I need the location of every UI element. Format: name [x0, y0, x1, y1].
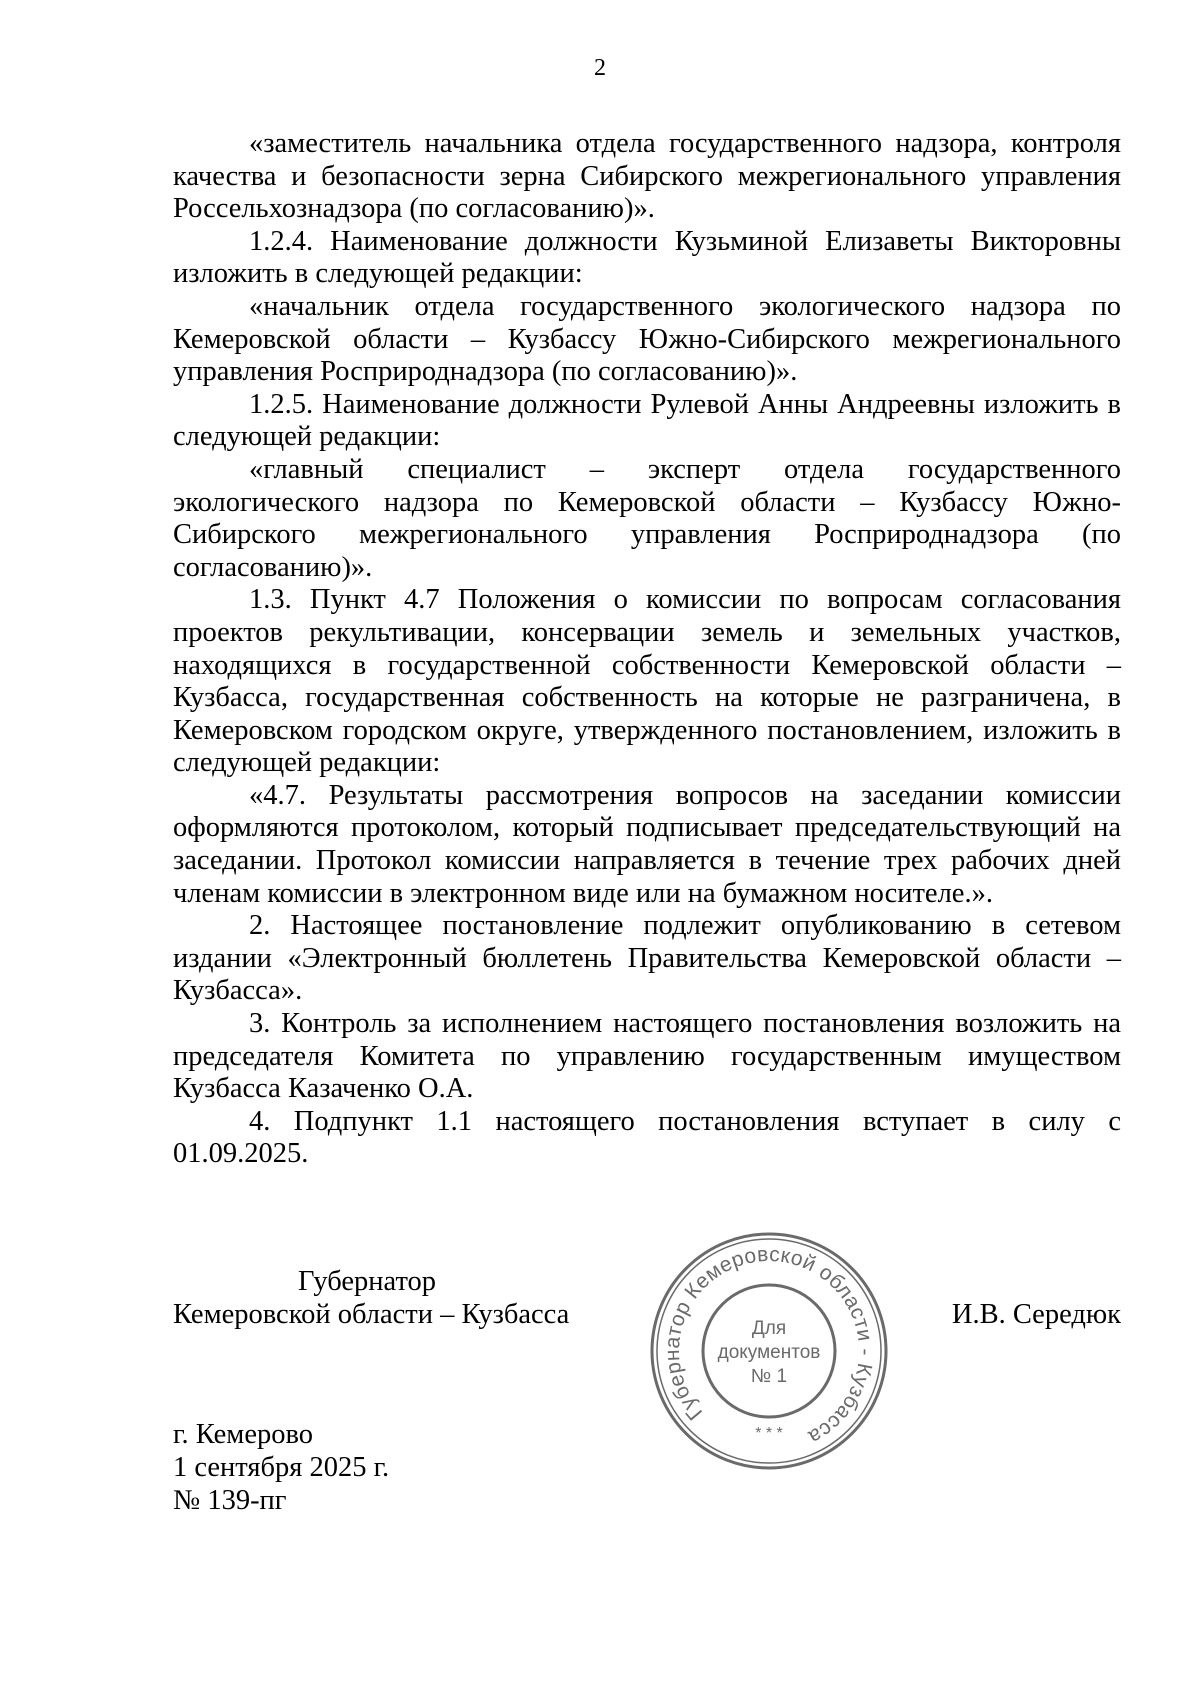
paragraph-4: 4. Подпункт 1.1 настоящего постановления вступает в силу с 01.09.2025. — [173, 1105, 1121, 1170]
paragraph-1-2-4: 1.2.4. Наименование должности Кузьминой Елизаветы Викторовны изложить в следующей редакции: — [173, 225, 1121, 290]
signatory-title-line1: Губернатор — [298, 1266, 437, 1297]
page-number: 2 — [594, 55, 606, 81]
paragraph-1-2-5: 1.2.5. Наименование должности Рулевой Анны Андреевны изложить в следующей редакции: — [173, 388, 1121, 453]
paragraph-2: 2. Настоящее постановление подлежит опубликованию в сетевом издании «Электронный бюллетень Правительства Кемеровской области – Кузбасса». — [173, 910, 1121, 1007]
document-city: г. Кемерово — [173, 1419, 313, 1450]
seal-inner-line2: документов — [717, 1342, 821, 1363]
paragraph-position-quote-2: «начальник отдела государственного экологического надзора по Кемеровской области – Кузбассу Южно-Сибирского межрегионального управления Росприроднадзора (по согласованию)». — [173, 290, 1121, 388]
paragraph-position-quote-1: «заместитель начальника отдела государственного надзора, контроля качества и безопасности зерна Сибирского межрегионального управления Россельхознадзора (по согласованию)». — [173, 128, 1121, 225]
paragraph-3: 3. Контроль за исполнением настоящего постановления возложить на председателя Комитета по управлению государственным имуществом Кузбасса Казаченко О.А. — [173, 1008, 1121, 1105]
document-footer — [173, 1418, 389, 1517]
signatory-title-line2: Кемеровской области – Кузбасса — [173, 1299, 570, 1330]
seal-inner-line1: Для — [751, 1318, 787, 1339]
official-seal-stamp — [648, 1230, 890, 1472]
document-date: 1 сентября 2025 г. — [173, 1452, 390, 1483]
seal-graphic — [648, 1230, 890, 1472]
document-number: № 139-пг — [173, 1485, 287, 1516]
signature-block — [173, 1266, 1121, 1346]
paragraph-position-quote-3: «главный специалист – эксперт отдела государственного экологического надзора по Кемеровской области – Кузбассу Южно-Сибирского межрегионального управления Росприроднадзора (по согласованию)». — [173, 453, 1121, 583]
paragraph-1-3: 1.3. Пункт 4.7 Положения о комиссии по вопросам согласования проектов рекультивации, консервации земель и земельных участков, находящихся в государственной собственности Кемеровской области – Кузбасса, государственная собственность на которые не разграничена, в Кемеровском городском округе, утвержденного постановлением, изложить в следующей редакции: — [173, 584, 1121, 779]
seal-stars: * * * — [755, 1425, 783, 1442]
seal-outer-text-path: Губернатор Кемеровской области - Кузбасса — [660, 1242, 878, 1449]
signatory-name: И.В. Середюк — [951, 1299, 1121, 1330]
seal-inner-line3: № 1 — [750, 1366, 788, 1387]
paragraph-4-7-quote: «4.7. Результаты рассмотрения вопросов на заседании комиссии оформляются протоколом, который подписывает председательствующий на заседании. Протокол комиссии направляется в течение трех рабочих дней членам комиссии в электронном виде или на бумажном носителе.». — [173, 779, 1121, 909]
document-body — [173, 128, 1121, 1171]
